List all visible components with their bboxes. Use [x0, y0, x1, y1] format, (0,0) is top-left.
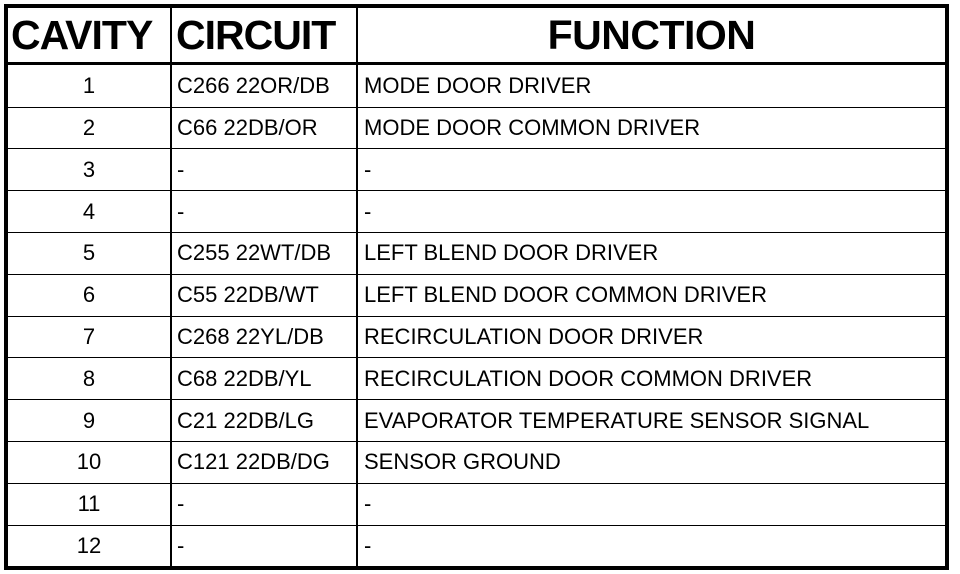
cavity-cell: 8 [8, 358, 171, 400]
table-row [8, 233, 945, 275]
circuit-cell: C121 22DB/DG [171, 441, 357, 483]
cavity-cell: 1 [8, 64, 171, 108]
table-row [8, 64, 945, 108]
table-header [8, 8, 945, 64]
cavity-cell: 7 [8, 316, 171, 358]
table-row [8, 400, 945, 442]
cavity-cell: 12 [8, 525, 171, 566]
cavity-cell: 11 [8, 483, 171, 525]
function-cell: LEFT BLEND DOOR COMMON DRIVER [357, 274, 945, 316]
function-cell: - [357, 483, 945, 525]
table-row [8, 274, 945, 316]
connector-pinout-table [8, 8, 945, 566]
header-circuit: CIRCUIT [171, 8, 357, 64]
table-row [8, 358, 945, 400]
function-cell: - [357, 191, 945, 233]
circuit-cell: - [171, 191, 357, 233]
table-row [8, 191, 945, 233]
circuit-cell: C21 22DB/LG [171, 400, 357, 442]
circuit-cell: - [171, 525, 357, 566]
table-row [8, 483, 945, 525]
header-cavity: CAVITY [8, 8, 171, 64]
table-body [8, 64, 945, 567]
cavity-cell: 6 [8, 274, 171, 316]
circuit-cell: - [171, 149, 357, 191]
function-cell: RECIRCULATION DOOR COMMON DRIVER [357, 358, 945, 400]
table-row [8, 525, 945, 566]
function-cell: - [357, 525, 945, 566]
cavity-cell: 5 [8, 233, 171, 275]
table-row [8, 316, 945, 358]
function-cell: MODE DOOR DRIVER [357, 64, 945, 108]
cavity-cell: 4 [8, 191, 171, 233]
table-row [8, 149, 945, 191]
circuit-cell: C255 22WT/DB [171, 233, 357, 275]
circuit-cell: C68 22DB/YL [171, 358, 357, 400]
circuit-cell: C268 22YL/DB [171, 316, 357, 358]
function-cell: EVAPORATOR TEMPERATURE SENSOR SIGNAL [357, 400, 945, 442]
table-row [8, 441, 945, 483]
function-cell: LEFT BLEND DOOR DRIVER [357, 233, 945, 275]
cavity-cell: 2 [8, 107, 171, 149]
function-cell: SENSOR GROUND [357, 441, 945, 483]
function-cell: - [357, 149, 945, 191]
circuit-cell: C55 22DB/WT [171, 274, 357, 316]
header-row [8, 8, 945, 64]
cavity-cell: 9 [8, 400, 171, 442]
function-cell: MODE DOOR COMMON DRIVER [357, 107, 945, 149]
function-cell: RECIRCULATION DOOR DRIVER [357, 316, 945, 358]
circuit-cell: C66 22DB/OR [171, 107, 357, 149]
header-function: FUNCTION [357, 8, 945, 64]
cavity-cell: 10 [8, 441, 171, 483]
pinout-sheet [4, 4, 949, 570]
table-row [8, 107, 945, 149]
cavity-cell: 3 [8, 149, 171, 191]
circuit-cell: - [171, 483, 357, 525]
circuit-cell: C266 22OR/DB [171, 64, 357, 108]
